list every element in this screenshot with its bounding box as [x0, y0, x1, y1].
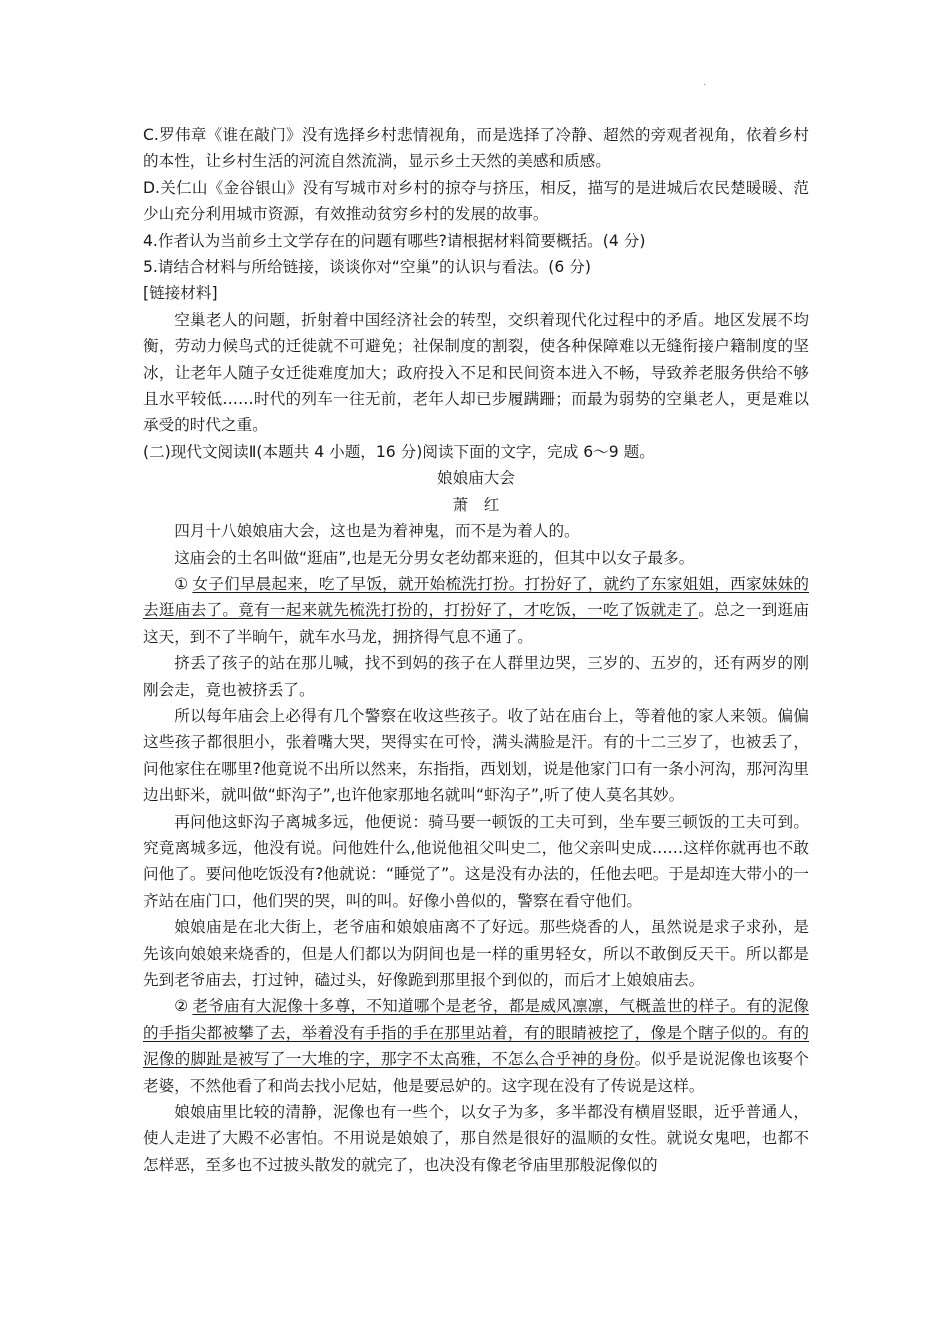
story-title: 娘娘庙大会	[437, 469, 515, 488]
section-header: (二)现代文阅读Ⅱ(本题共 4 小题，16 分)阅读下面的文字，完成 6～9 题。	[143, 442, 655, 461]
paragraph-3-underlined: 女子们早晨起来，吃了早饭，就开始梳洗打扮。打扮好了，就约了东家姐姐，西家妹妹的去逛庙去了。竟有一起来就先梳洗打扮的，打扮好了，才吃饭，一吃了饭就走了	[143, 574, 809, 620]
question-4: 4.作者认为当前乡土文学存在的问题有哪些?请根据材料简要概括。(4 分)	[143, 231, 646, 250]
paragraph-9: 娘娘庙里比较的清静，泥像也有一些个，以女子为多，多半都没有横眉竖眼，近乎普通人，使人走进了大殿不必害怕。不用说是娘娘了，那自然是很好的温顺的女性。就说女鬼吧，也都不怎样恶，至多也不过披头散发的就完了，也决没有像老爷庙里那般泥像似的	[143, 1103, 809, 1174]
paragraph-2: 这庙会的土名叫做“逛庙”,也是无分男女老幼都来逛的，但其中以女子最多。	[174, 548, 695, 567]
link-text: 空巢老人的问题，折射着中国经济社会的转型，交织着现代化过程中的矛盾。地区发展不均衡，劳动力候鸟式的迁徙就不可避免；社保制度的割裂，使各种保障难以无缝衔接户籍制度的坚冰，让老年人随子女迁徙难度加大；政府投入不足和民间资本进入不畅，导致养老服务供给不够且水平较低……时代的列车一往无前，老年人却已步履蹒跚；而最为弱势的空巢老人，更是难以承受的时代之重。	[143, 310, 809, 435]
question-5: 5.请结合材料与所给链接，谈谈你对“空巢”的认识与看法。(6 分)	[143, 258, 591, 277]
paragraph-1: 四月十八娘娘庙大会，这也是为着神鬼，而不是为着人的。	[174, 522, 580, 541]
option-d: D.关仁山《金谷银山》没有写城市对乡村的掠夺与挤压，相反，描写的是进城后农民楚暖暖、范少山充分利用城市资源，有效推动贫穷乡村的发展的故事。	[143, 178, 809, 224]
paragraph-8-number: ②	[174, 997, 189, 1016]
option-c: C.罗伟章《谁在敲门》没有选择乡村悲情视角，而是选择了冷静、超然的旁观者视角，依着乡村的本性，让乡村生活的河流自然流淌，显示乡土天然的美感和质感。	[143, 126, 809, 171]
corner-mark: ·	[703, 80, 707, 91]
paragraph-8	[143, 993, 809, 1099]
paragraph-8-underlined: 老爷庙有大泥像十多尊，不知道哪个是老爷，都是威风凛凛，气概盖世的样子。有的泥像的手指尖都被攀了去，举着没有手指的手在那里站着，有的眼睛被挖了，像是个瞎子似的。有的泥像的脚趾是被写了一大堆的字，那字不太高雅，不怎么合乎神的身份	[143, 997, 809, 1069]
story-author: 萧 红	[452, 495, 500, 514]
paragraph-3	[143, 571, 809, 650]
paragraph-3-number: ①	[174, 574, 189, 593]
link-heading: [链接材料]	[143, 284, 218, 303]
paragraph-8-rest: 。似乎是说泥像也该娶个老婆，不然他看了和尚去找小尼姑，他是要忌妒的。这字现在没有了传说是这样。	[143, 1050, 809, 1095]
paragraph-4: 挤丢了孩子的站在那儿喊，找不到妈的孩子在人群里边哭，三岁的、五岁的，还有两岁的刚刚会走，竟也被挤丢了。	[143, 654, 809, 699]
paragraph-5: 所以每年庙会上必得有几个警察在收这些孩子。收了站在庙台上，等着他的家人来领。偏偏这些孩子都很胆小，张着嘴大哭，哭得实在可怜，满头满脸是汗。有的十二三岁了，也被丢了，问他家住在哪里?他竟说不出所以然来，东指指，西划划，说是他家门口有一条小河沟，那河沟里边出虾米，就叫做“虾沟子”,也许他家那地名就叫“虾沟子”,听了使人莫名其妙。	[143, 706, 809, 805]
document-body	[143, 122, 809, 1178]
paragraph-7: 娘娘庙是在北大街上，老爷庙和娘娘庙离不了好远。那些烧香的人，虽然说是求子求孙，是先该向娘娘来烧香的，但是人们都以为阴间也是一样的重男轻女，所以不敢倒反天干。所以都是先到老爷庙去，打过钟，磕过头，好像跪到那里报个到似的，而后才上娘娘庙去。	[143, 918, 809, 989]
paragraph-6: 再问他这虾沟子离城多远，他便说：骑马要一顿饭的工夫可到，坐车要三顿饭的工夫可到。究竟离城多远，他没有说。问他姓什么,他说他祖父叫史二，他父亲叫史成……这样你就再也不敢问他了。要问他吃饭没有?他就说：“睡觉了”。这是没有办法的，任他去吧。于是却连大带小的一齐站在庙门口，他们哭的哭，叫的叫。好像小兽似的，警察在看守他们。	[143, 812, 809, 910]
paragraph-3-rest: 。总之一到逛庙这天，到不了半晌午，就车水马龙，拥挤得气息不通了。	[143, 601, 809, 646]
